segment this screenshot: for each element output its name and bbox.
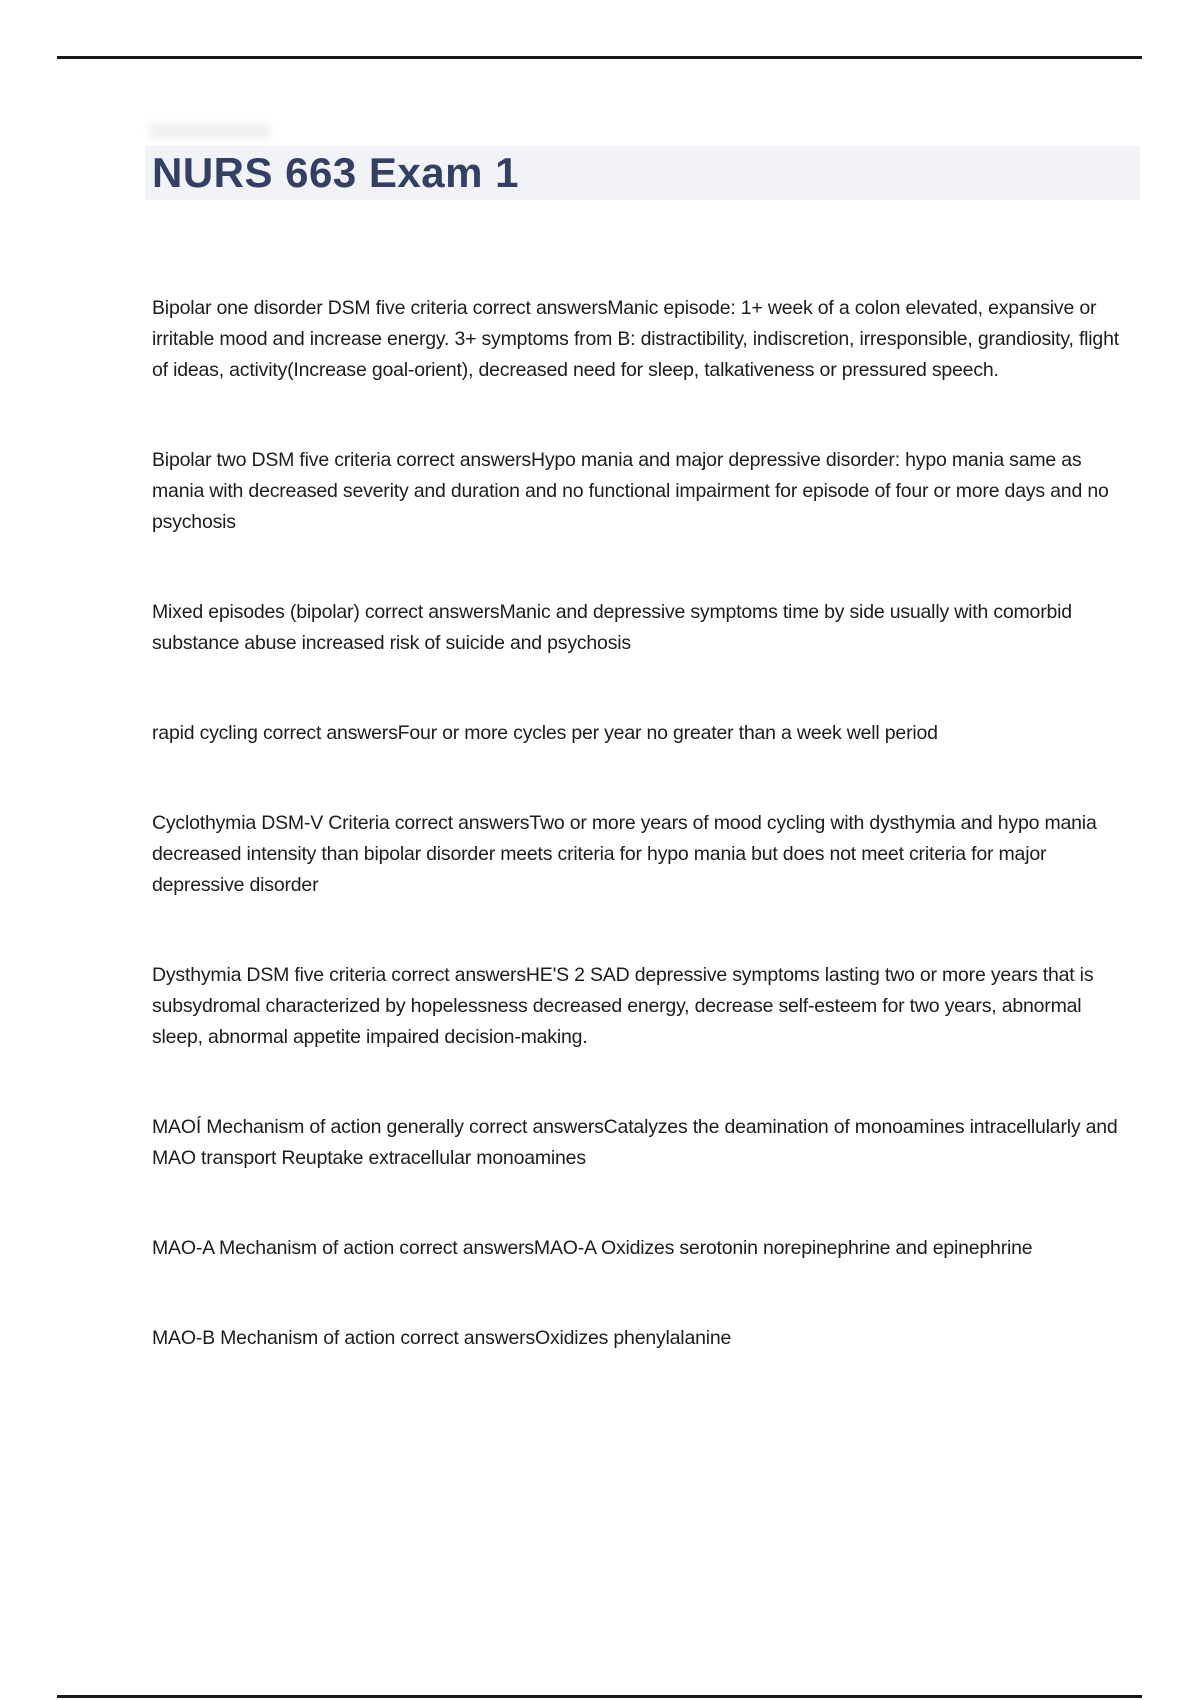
qa-paragraph: Dysthymia DSM five criteria correct answersHE'S 2 SAD depressive symptoms lasting two or more years that is subsydromal characterized by hopelessness decreased energy, decrease self-esteem for two years, abnormal sleep, abnormal appetite impaired decision-making. — [152, 964, 1094, 1048]
qa-paragraph: Cyclothymia DSM-V Criteria correct answersTwo or more years of mood cycling with dysthymia and hypo mania decreased intensity than bipolar disorder meets criteria for hypo mania but does not meet criteria for major depressive disorder — [152, 812, 1097, 896]
title-highlight-band — [145, 146, 1140, 200]
qa-paragraph: rapid cycling correct answersFour or more cycles per year no greater than a week well period — [152, 722, 938, 744]
qa-paragraph: Mixed episodes (bipolar) correct answersManic and depressive symptoms time by side usually with comorbid substance abuse increased risk of suicide and psychosis — [152, 601, 1072, 654]
top-border-rule — [57, 56, 1142, 59]
qa-paragraph: MAOÍ Mechanism of action generally correct answersCatalyzes the deamination of monoamines intracellularly and MAO transport Reuptake extracellular monoamines — [152, 1116, 1118, 1169]
page-title: NURS 663 Exam 1 — [152, 149, 520, 196]
qa-paragraph: Bipolar one disorder DSM five criteria correct answersManic episode: 1+ week of a colon elevated, expansive or irritable mood and increase energy. 3+ symptoms from B: distractibility, indiscretion, irresponsible, grandiosity, flight of ideas, activity(Increase goal-orient), decreased need for sleep, talkativeness or pressured speech. — [152, 297, 1119, 381]
faint-print-artifact — [150, 124, 270, 138]
qa-paragraph: MAO-B Mechanism of action correct answersOxidizes phenylalanine — [152, 1327, 732, 1349]
bottom-border-rule — [57, 1695, 1142, 1698]
document-body — [0, 200, 1200, 1413]
qa-paragraph: MAO-A Mechanism of action correct answersMAO-A Oxidizes serotonin norepinephrine and epinephrine — [152, 1237, 1033, 1259]
qa-paragraph: Bipolar two DSM five criteria correct answersHypo mania and major depressive disorder: hypo mania same as mania with decreased severity and duration and no functional impairment for episode of four or more days and no psychosis — [152, 449, 1109, 533]
